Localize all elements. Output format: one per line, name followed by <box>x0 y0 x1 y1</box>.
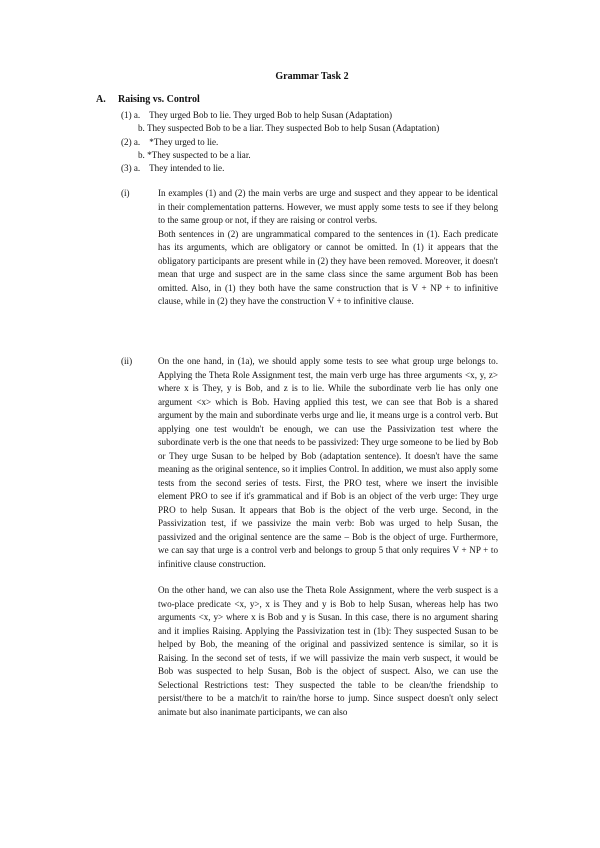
example-text: They urged Bob to lie. They urged Bob to help Susan (Adaptation) <box>149 110 393 120</box>
example-2a <box>121 136 541 149</box>
page-title: Grammar Task 2 <box>275 71 349 82</box>
example-number: b. <box>138 123 145 134</box>
example-number: (1) a. <box>121 110 141 120</box>
part-i-body <box>158 187 498 309</box>
section-letter: A. <box>96 94 106 105</box>
example-number: (2) a. <box>121 136 141 147</box>
example-1a <box>121 109 541 122</box>
section-title: Raising vs. Control <box>118 94 200 105</box>
example-text: They intended to lie. <box>149 163 225 174</box>
example-3a <box>121 162 541 175</box>
example-2b <box>121 149 541 162</box>
example-text: *They suspected to be a liar. <box>147 149 251 160</box>
example-text: *They urged to lie. <box>149 136 219 147</box>
example-number: (3) a. <box>121 163 141 174</box>
example-list <box>121 109 541 175</box>
part-ii-paragraph-1: On the one hand, in (1a), we should apply some tests to see what group urge belongs to. Applying the Theta Role Assignment test, the main verb urge has three arguments <x, y, z> where x is They, y is Bob, and z is to lie. While the subordinate verb lie has only one argument <x> which is Bob. Having applied this test, we can see that Bob is a shared argument by the main and subordinate verbs urge and lie, it means urge is a control verb. But applying one test wouldn't be enough, we can use the Passivization test where the subordinate verb is the one that needs to be passivized: They urge someone to be lied by Bob or They urge Susan to be helped by Bob (adaptation sentence). It doesn't have the same meaning as the original sentence, so it implies Control. In addition, we must also apply some tests from the second series of tests. First, the PRO test, where we insert the invisible element PRO to see if it's grammatical and if Bob is an object of the verb urge: They urge PRO to help Susan. It appears that Bob is the object of the verb urge. Second, in the Passivization test, if we passivize the main verb: Bob was urged to help Susan, the passivized and the original sentence are the same – Bob is the object of urge. Furthermore, we can say that urge is a control verb and belongs to group 5 that only requires V + NP + to infinitive clause construction. <box>158 356 498 569</box>
part-ii-marker: (ii) <box>121 356 133 366</box>
part-i-marker: (i) <box>121 188 130 198</box>
part-ii <box>121 355 498 719</box>
example-number: b. <box>138 149 145 160</box>
example-1b <box>121 122 541 135</box>
part-i-paragraph-2: Both sentences in (2) are ungrammatical compared to the sentences in (1). Each predicate has its arguments, which are obligatory or cannot be omitted. In (1) it appears that the obligatory participants are present while in (2) they have been removed. Moreover, it doesn't mean that urge and suspect are in the same class since the same argument Bob has been omitted. Also, in (1) they both have the same construction that is V + NP + to infinitive clause, while in (2) they have the construction V + to infinitive clause. <box>158 228 498 306</box>
part-i-paragraph-1: In examples (1) and (2) the main verbs are urge and suspect and they appear to be identical in their complementation patterns. However, we must apply some tests to see if they belong to the same group or not, if they are raising or control verbs. <box>158 188 498 225</box>
part-i <box>121 187 498 309</box>
example-text: They suspected Bob to be a liar. They suspected Bob to help Susan (Adaptation) <box>146 123 440 134</box>
part-ii-paragraph-2: On the other hand, we can also use the Theta Role Assignment, where the verb suspect is a two-place predicate <x, y>, x is They and y is Bob to help Susan, whereas help has two arguments <x, y> where x is Bob and y is Susan. In this case, there is no argument sharing and it implies Raising. Applying the Passivization test in (1b): They suspected Susan to be helped by Bob, the meaning of the original and passivized sentence is similar, so it is Raising. In the second set of tests, if we will passivize the main verb suspect, it would be Bob was suspected to help Susan, Bob is the object of suspect. Also, we can use the Selectional Restrictions test: They suspected the table to be clean/the friendship to persist/there to be a match/it to rain/the horse to jump. Since suspect doesn't only select animate but also inanimate participants, we can also <box>158 585 498 717</box>
part-ii-body <box>158 355 498 719</box>
section-heading <box>96 94 200 105</box>
